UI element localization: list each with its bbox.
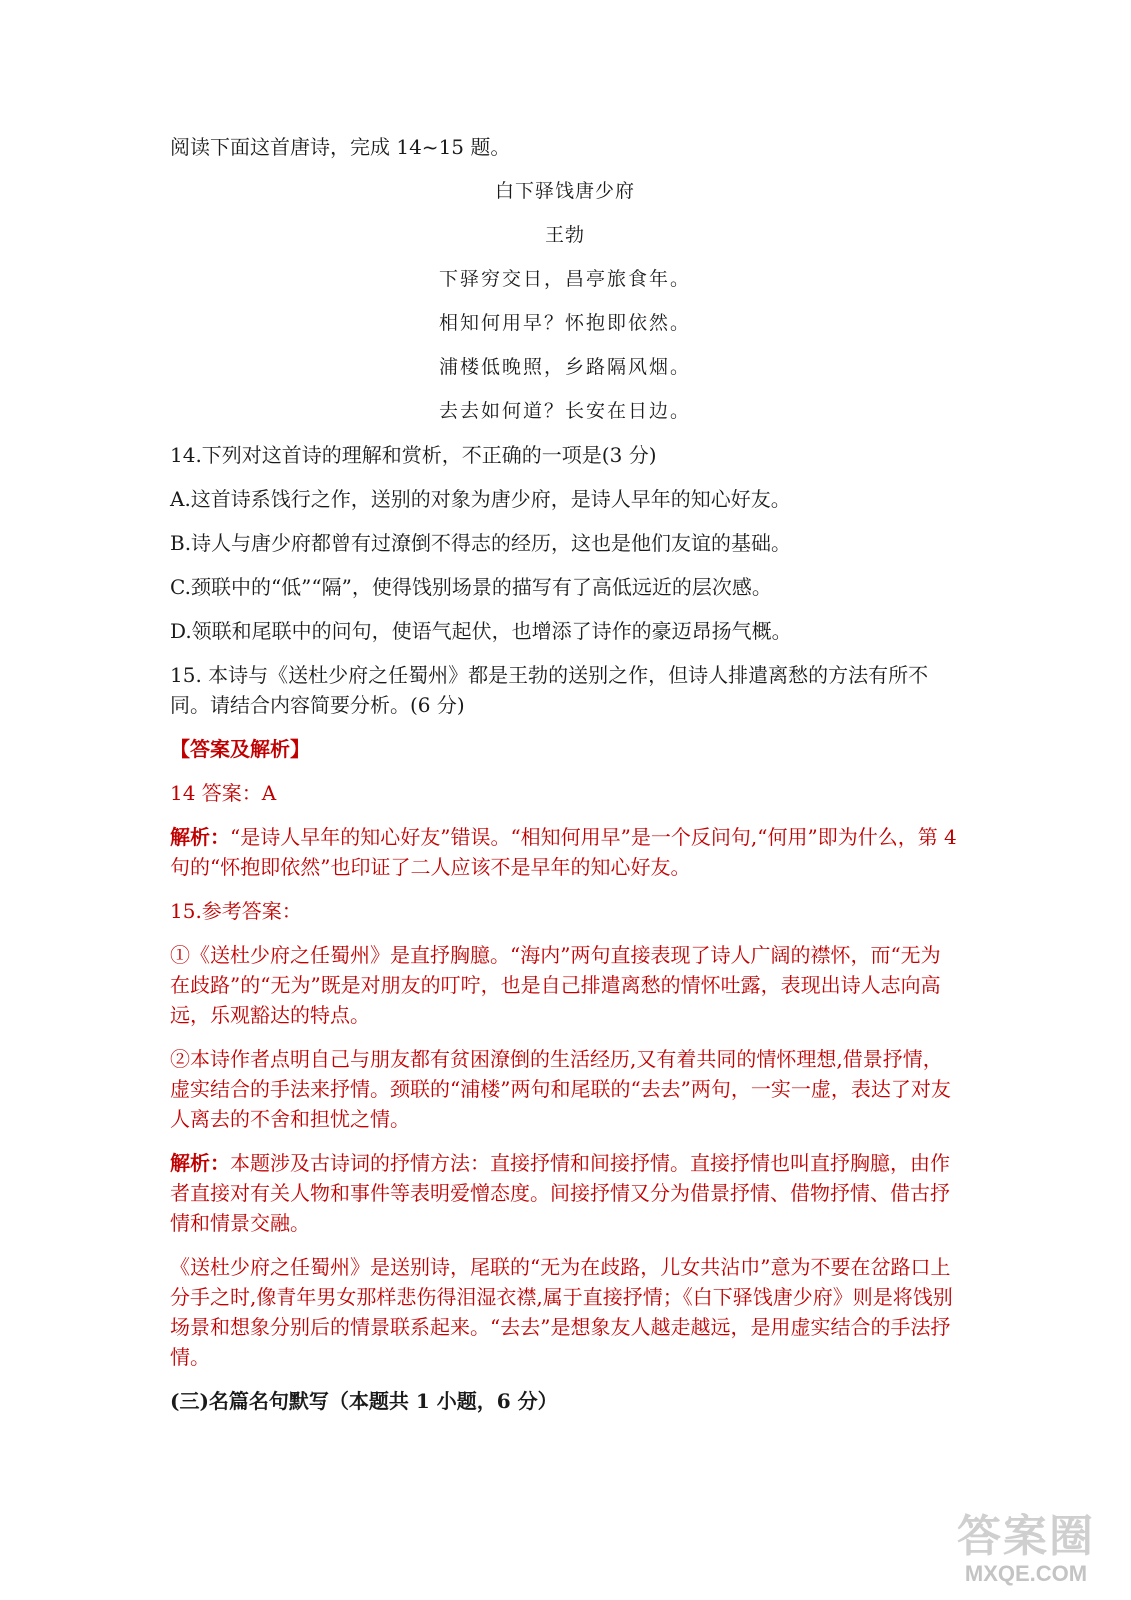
question-14-option-d: D.领联和尾联中的问句，使语气起伏，也增添了诗作的豪迈昂扬气概。 [170,619,792,643]
poem-title: 白下驿饯唐少府 [494,180,635,202]
watermark-bottom-text: MXQE.COM [964,1561,1088,1586]
watermark-logo [941,1512,1111,1592]
poem-line: 相知何用早？怀抱即依然。 [438,312,691,334]
section-3-heading: (三)名篇名句默写（本题共 1 小题，6 分） [170,1389,558,1413]
watermark-top-text: 答案圈 [957,1512,1095,1561]
answer-15-extra: 《送杜少府之任蜀州》是送别诗，尾联的“无为在歧路，儿女共沾巾”意为不要在岔路口上分手之时,像青年男女那样悲伤得泪湿衣襟,属于直接抒情；《白下驿饯唐少府》则是将饯别场景和想象分别后的情景联系起来。“去去”是想象友人越走越远，是用虚实结合的手法抒情。 [170,1255,953,1369]
poem-author: 王勃 [544,224,585,246]
answer-15-explanation [170,1148,960,1238]
question-15-stem: 15. 本诗与《送杜少府之任蜀州》都是王勃的送别之作，但诗人排遣离愁的方法有所不同。请结合内容简要分析。(6 分) [170,663,929,717]
explanation-label: 解析： [170,1151,230,1175]
answer-section-header: 【答案及解析】 [170,737,310,761]
answer-15-point-1: ①《送杜少府之任蜀州》是直抒胸臆。“海内”两句直接表现了诗人广阔的襟怀，而“无为在歧路”的“无为”既是对朋友的叮咛，也是自己排遣离愁的情怀吐露，表现出诗人志向高远，乐观豁达的特点。 [170,943,941,1027]
explanation-text: “是诗人早年的知心好友”错误。“相知何用早”是一个反问句,“何用”即为什么，第 4 句的“怀抱即依然”也印证了二人应该不是早年的知心好友。 [170,825,957,879]
answer-14-explanation [170,822,960,882]
question-14-option-c: C.颈联中的“低”“隔”，使得饯别场景的描写有了高低远近的层次感。 [170,575,772,599]
reading-intro: 阅读下面这首唐诗，完成 14~15 题。 [170,135,511,159]
question-14-option-a: A.这首诗系饯行之作，送别的对象为唐少府，是诗人早年的知心好友。 [170,487,791,511]
explanation-label: 解析： [170,825,230,849]
answer-14: 14 答案：A [170,781,277,805]
answer-15-label: 15.参考答案： [170,899,302,923]
question-14-stem: 14.下列对这首诗的理解和赏析，不正确的一项是(3 分) [170,443,657,467]
answer-15-point-2: ②本诗作者点明自己与朋友都有贫困潦倒的生活经历,又有着共同的情怀理想,借景抒情，虚实结合的手法来抒情。颈联的“浦楼”两句和尾联的“去去”两句，一实一虚，表达了对友人离去的不舍和担忧之情。 [170,1047,951,1131]
document-page [170,132,960,1416]
poem-line: 下驿穷交日，昌亭旅食年。 [438,268,691,290]
explanation-text: 本题涉及古诗词的抒情方法：直接抒情和间接抒情。直接抒情也叫直抒胸臆，由作者直接对有关人物和事件等表明爱憎态度。间接抒情又分为借景抒情、借物抒情、借古抒情和情景交融。 [170,1151,950,1235]
poem-line: 浦楼低晚照，乡路隔风烟。 [438,356,691,378]
poem-line: 去去如何道？长安在日边。 [438,400,691,422]
question-14-option-b: B.诗人与唐少府都曾有过潦倒不得志的经历，这也是他们友谊的基础。 [170,531,792,555]
